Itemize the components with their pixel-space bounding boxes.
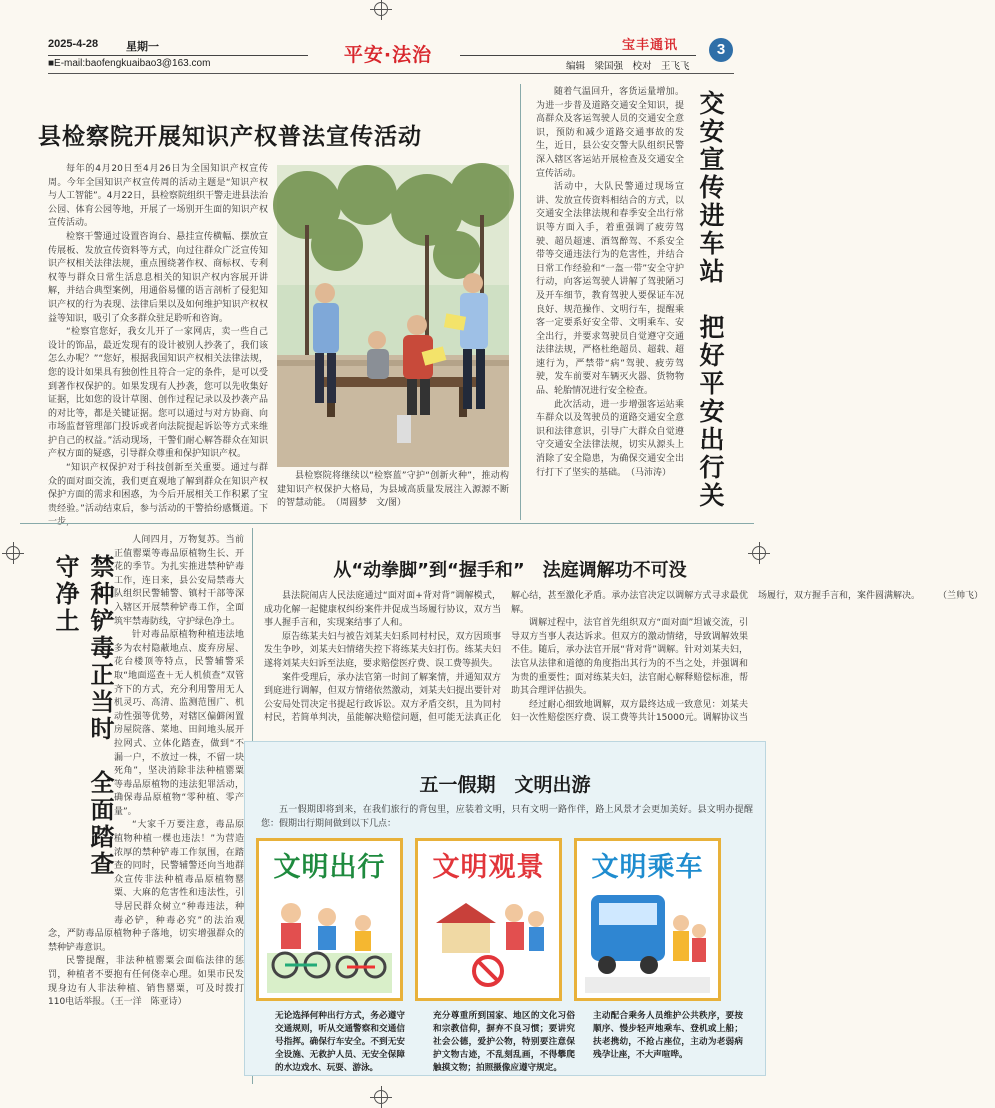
issue-date: 2025-4-28 bbox=[48, 38, 99, 50]
card-civil-sightseeing-title: 文明观景 bbox=[432, 852, 545, 883]
article-anti-drug-paragraph: 人间四月，万物复苏。当前正值罂粟等毒品原植物生长、开花的季节。为扎实推进禁种铲毒工作，连日来，县公安局禁毒大队组织民警辅警、镇村干部等深入辖区开展禁种铲毒工作，全面筑牢禁毒防线，守护绿色净土。 bbox=[114, 535, 244, 627]
article-ip-paragraph: “知识产权保护对于科技创新至关重要。通过与群众的面对面交流，我们更直观地了解到群众在知识产权保护方面的需求和困惑，为今后开展相关工作积累了宝贵经验。”活动结束后，参与活动的干警拾纷感慨道。下 bbox=[48, 463, 268, 514]
article-court-body bbox=[264, 590, 984, 728]
article-court-paragraph: 县法院闹店人民法庭通过“面对面+背对背”调解模式，成功化解一起健康权纠纷案件并促成当场履行协议，双方当事人握手言和，实现案结事了人和。 bbox=[264, 591, 501, 629]
article-traffic-paragraph: 活动中，大队民警通过现场宣讲、发放宣传资料相结合的方式，以交通安全法律法规和春季安全出行常识等方面入手，着重强调了疲劳驾驶、超员超速、酒驾醉驾、不系安全带等交通违法行为的危害性，并结合日常工作经验和“一盔一带”安全守护行动，向客运驾驶人讲解了驾驶陋习及开车细节，教育驾驶人要保证车况良好、规范操作、文明行车，提醒乘客一定要系好安全带、文明乘车、安全出行，并要求驾驶员自觉遵守交通法律法规，严格杜绝超员、超载、超速行为，严禁带“病”驾驶、疲劳驾驶，发车前要对车辆灭火器、货物物品、轮胎情况进行安全检查。 bbox=[536, 182, 684, 397]
article-ip-caption: 县检察院将继续以“检察蓝”守护“创新火种”，推动构建知识产权保护大格局，为县域高质量发展注入源源不断的智慧动能。 （周圆梦 文/图） bbox=[277, 471, 509, 509]
article-ip-title: 县检察院开展知识产权普法宣传活动 bbox=[38, 124, 422, 150]
card-civil-sightseeing-text: 充分尊重所到国家、地区的文化习俗和宗教信仰，摒弃不良习惯；要讲究社会公德，爱护公物，特别要注意保护文物古迹，不乱刻乱画，不得攀爬触摸文物；拍照摄像应遵守规定。 bbox=[433, 1011, 575, 1073]
card-civil-sightseeing bbox=[415, 838, 562, 1001]
card-civil-riding bbox=[574, 838, 721, 1001]
article-ip-photo bbox=[277, 165, 509, 467]
article-ip-body bbox=[48, 163, 268, 517]
holiday-intro: 五一假期即将到来，在我们旅行的背包里，应装着文明，只有文明一路作伴，路上风景才会更加美好。县文明办提醒您：假期出行期间做到以下几点： bbox=[261, 805, 753, 829]
article-court-paragraph: 原告练某夫妇与被告刘某夫妇系同村村民，双方因琐事发生争吵，刘某夫妇情绪失控下将练某夫妇打伤。练某夫妇遂将刘某夫妇诉至法庭，要求赔偿医疗费、误工费等损失。 bbox=[264, 631, 501, 669]
column-divider bbox=[520, 84, 521, 520]
article-ip-paragraph: 每年的4月20日至4月26日为全国知识产权宣传周。今年全国知识产权宣传周的活动主题是“知识产权与人工智能”。4月22日，县检察院组织干警走进县法治公园、体育公园等地，开展了一场别开生面的知识产权宣传活动。 bbox=[48, 164, 268, 229]
title-float-spacer bbox=[48, 534, 114, 916]
article-ip-paragraph: 检察干警通过设置咨询台、悬挂宣传横幅、摆放宣传展板、发放宣传资料等方式，向过往群众广泛宣传知识产权相关法律法规，重点围绕著作权、商标权、专利权等与群众日常生活息息相关的知识产权内容展开讲解，并结合典型案例，用通俗易懂的语言剖析了侵犯知识产权的行为表现、法律后果以及如何维护知识产权权益等知识，吸引了众多群众驻足聆听和咨询。 bbox=[48, 231, 268, 324]
article-anti-drug-paragraph: 针对毒品原植物种植违法地多为农村隐蔽地点、废弃房屋、花台楼顶等特点，民警辅警采取“地面巡查＋无人机侦查”双管齐下的方式，充分利用警用无人机灵巧、高清、监测范围广、机动性强等优势，对辖区偏僻闲置房屋院落、菜地、田间地头展开拉网式、立体化踏查，做到“不漏一户，不放过一株，不留一块死角”，坚决消除非法种植罂粟等毒品原植物的违法犯罪活动，确保毒品原植物“零种植、零产量”。 bbox=[114, 630, 244, 817]
card-civil-riding-title: 文明乘车 bbox=[591, 852, 704, 883]
family-cycling-illustration bbox=[267, 883, 392, 993]
article-anti-drug-body bbox=[48, 534, 244, 1074]
article-anti-drug-paragraph: 民警提醒，非法种植罂粟会面临法律的惩罚，种植者不要抱有任何侥幸心理。如果市民发现身边有人非法种植、销售罂粟，可及时拨打110电话举报。（王一洋 陈亚诗） bbox=[48, 956, 244, 1008]
park-scene-illustration bbox=[277, 165, 509, 467]
sightseeing-illustration bbox=[426, 883, 551, 993]
article-traffic-title: 交安宣传进车站 把好平安出行关 bbox=[696, 90, 725, 510]
header bbox=[0, 0, 772, 80]
card-civil-travel-title: 文明出行 bbox=[273, 852, 386, 883]
holiday-banner bbox=[244, 741, 766, 1076]
issue-weekday: 星期一 bbox=[126, 40, 159, 53]
article-court-paragraph: 经过耐心细致地调解，双方最终达成一致意见：刘某夫妇一次性赔偿医疗费、误工费等共计15000元。调解协议当场履行，双方握手言和，案件圆满解决。 （兰帅飞） bbox=[511, 591, 984, 724]
header-underline bbox=[48, 73, 734, 74]
card-civil-travel bbox=[256, 838, 403, 1001]
article-traffic-paragraph: 随着气温回升，客货运量增加。为进一步普及道路交通安全知识，提高群众及客运驾驶人员的交通安全意识，预防和减少道路交通事故的发生，近日，县公安交警大队组织民警深入辖区客运站开展检查及交通安全宣传活动。 bbox=[536, 87, 684, 179]
bus-queue-illustration bbox=[585, 883, 710, 993]
header-rule-right bbox=[460, 55, 696, 56]
registration-mark-bottom bbox=[374, 1090, 388, 1104]
card-civil-travel-text: 无论选择何种出行方式，务必遵守交通规则，听从交通警察和交通信号指挥。确保行车安全。不到无安全设施、无救护人员、无安全保障的水边戏水、玩耍、游泳。 bbox=[275, 1011, 405, 1073]
article-traffic-safety bbox=[522, 80, 772, 520]
holiday-title: 五一假期 文明出游 bbox=[419, 774, 591, 796]
article-traffic-body bbox=[536, 86, 684, 514]
article-court-paragraph: 调解过程中，法官首先组织双方“面对面”坦诚交流，引导双方当事人表达诉求。但双方的激动情绪，导致调解效果不佳。随后，承办法官开展“背对背”调解。针对刘某夫妇，法官从法律和道德的角度指出其行为的不当之处，并强调和为贵的重要性；面对练某夫妇，法官耐心解释赔偿标准，帮助其合理评估损失。 bbox=[511, 618, 748, 697]
article-court-mediation bbox=[256, 526, 984, 732]
section-title: 平安·法治 bbox=[343, 44, 433, 66]
article-traffic-paragraph: 此次活动，进一步增强客运站乘车群众以及驾驶员的道路交通安全意识和法律意识，引导广大群众自觉遵守交通安全法律法规，切实从源头上消除了安全隐患，为确保交通安全出行打下了坚实的基础。 （马沛涛） bbox=[536, 399, 684, 478]
header-rule-left bbox=[48, 55, 308, 56]
article-court-title: 从“动拳脚”到“握手和” 法庭调解功不可没 bbox=[333, 560, 687, 581]
article-court-paragraph: 案件受理后，承办法官第一时间了解案情，并通知双方到庭进行调解，但双方情绪依然激动，刘某夫妇提出要针对公安局处罚决定书提起行政诉讼。双方矛盾交织，且为同村村民，若简单判决，虽能解决赔偿问题，但可能无法真正化解心结，甚至激化矛盾。承办法官决定以调解方式寻求最优解。 bbox=[264, 591, 748, 724]
article-anti-drug-paragraph: “大家千万要注意，毒品原植物种植一棵也违法！”为营造浓厚的禁种铲毒工作氛围，在踏查的同时，民警辅警还向当地群众宣传非法种植毒品原植物罂粟、大麻的危害性和违法性，引导居民群众树立“种毒违法，种毒必铲，种毒必究”的法治观念，严防毒品原植物种子落地，切实增强群众的禁种铲毒意识。 bbox=[48, 820, 244, 953]
page-number-badge: 3 bbox=[709, 38, 733, 62]
article-anti-drug bbox=[0, 526, 248, 1106]
editor-credits: 编辑 梁国强 校对 王飞飞 bbox=[566, 61, 690, 72]
paper-name: 宝丰通讯 bbox=[622, 38, 679, 53]
section-divider bbox=[20, 523, 754, 524]
article-ip-paragraph: “检察官您好，我女儿开了一家网店，卖一些自己设计的饰品，最近发现有的设计被别人抄袭了，我们该怎么办呢？”“您好，根据我国知识产权相关法律法规，您的设计如果具有独创性且符合一定的条件，是可以受到著作权保护的。如果发现有人抄袭，您可以先收集好证据，比如您的设计草图、创作过程记录以及抄袭产品的对比等，都是关键证据。您可以通过与对方协商、向市场监督管理部门投诉或者向法院提起诉讼等方式来维护自己的权益。”活动现场，干警们耐心解答群众在知识产权方面的疑惑，引导群众尊重和保护知识产权。 bbox=[48, 327, 268, 460]
email-line: ■E-mail:baofengkuaibao3@163.com bbox=[48, 58, 211, 69]
article-anti-drug-title: 禁种铲毒正当时 全面踏查守净土 bbox=[51, 554, 114, 878]
card-civil-riding-text: 主动配合乘务人员维护公共秩序，要按顺序、慢步轻声地乘车、登机或上船；扶老携幼，不抢占座位，主动为老弱病残孕让座，不大声喧哗。 bbox=[593, 1011, 743, 1060]
